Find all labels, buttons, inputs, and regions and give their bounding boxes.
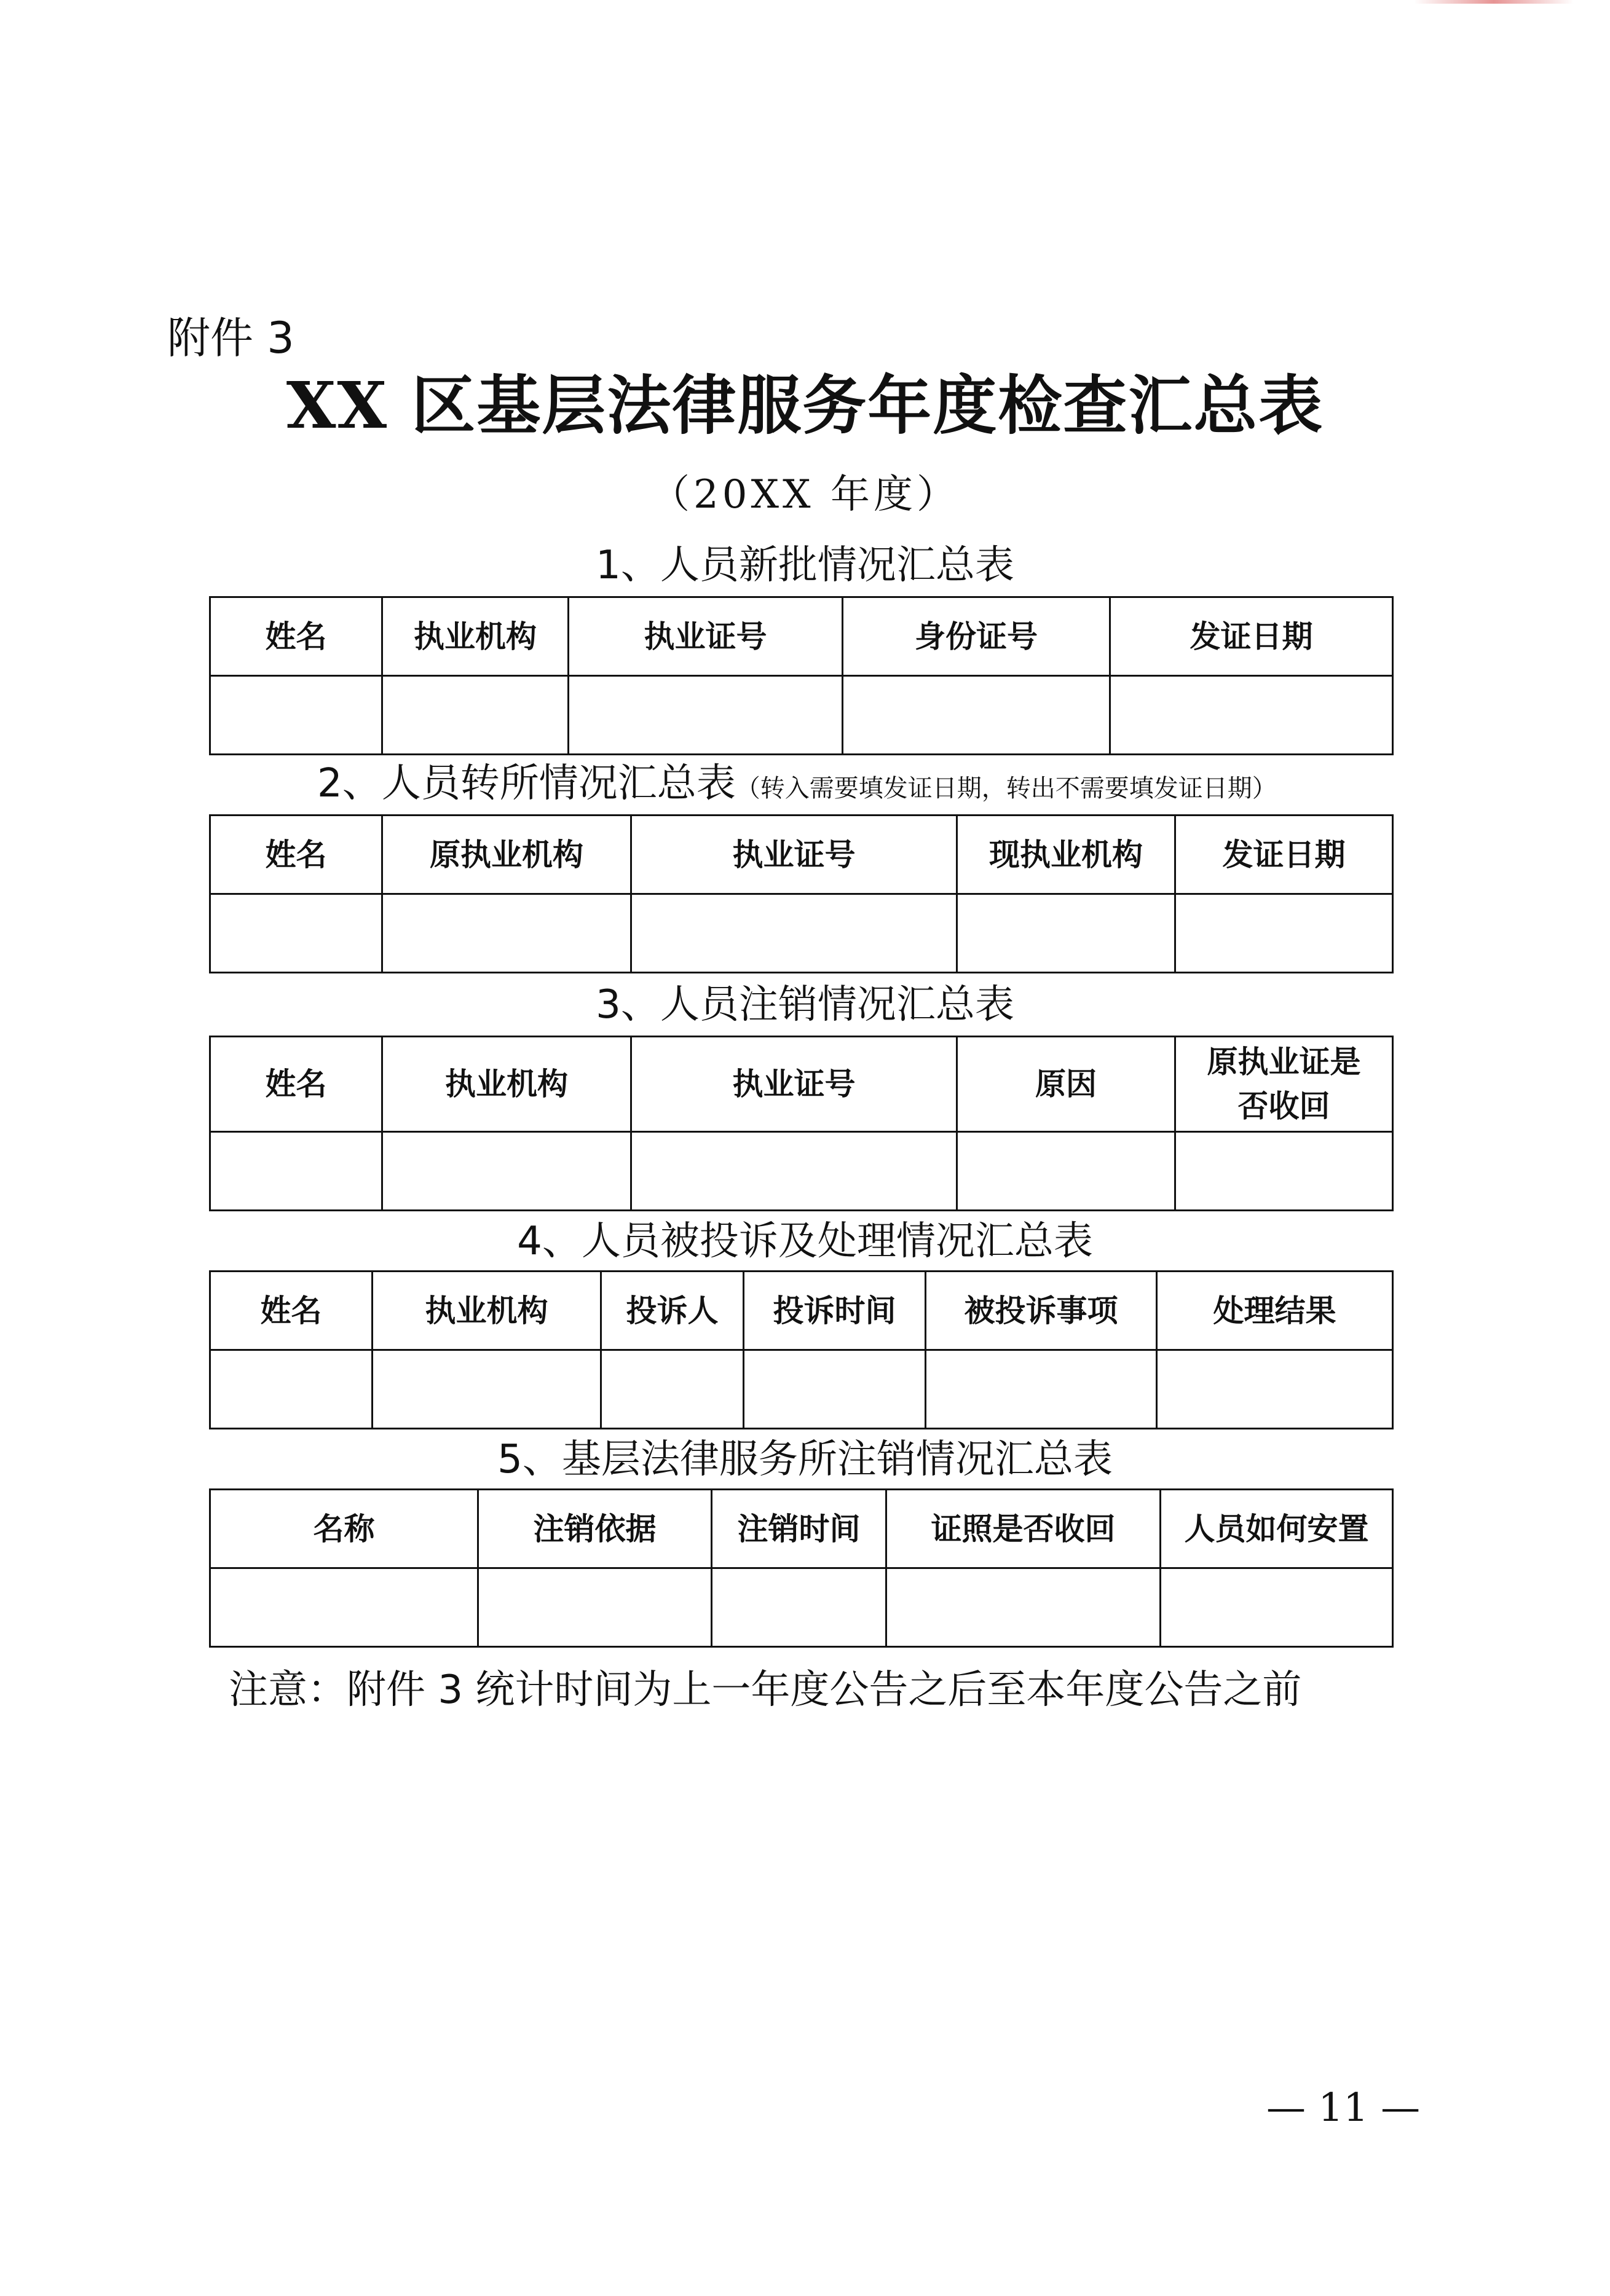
header-cell: 原因 xyxy=(957,1037,1175,1132)
table-cell[interactable] xyxy=(382,676,569,755)
table-cell[interactable] xyxy=(1161,1568,1393,1647)
section-1-heading: 1、人员新批情况汇总表 xyxy=(596,543,1014,588)
table-row xyxy=(210,894,1393,973)
table-cell[interactable] xyxy=(957,894,1175,973)
header-cell: 注销依据 xyxy=(478,1490,712,1568)
table-header-row xyxy=(210,597,1393,676)
table-header-row xyxy=(210,1490,1393,1568)
section-2-heading xyxy=(317,756,1277,816)
header-cell: 投诉时间 xyxy=(744,1272,926,1350)
section-5-heading: 5、基层法律服务所注销情况汇总表 xyxy=(497,1437,1113,1482)
header-line: 原执业证是 xyxy=(1207,1044,1361,1080)
table-cell[interactable] xyxy=(382,1132,631,1211)
header-cell: 姓名 xyxy=(210,597,382,676)
header-cell: 身份证号 xyxy=(843,597,1110,676)
footnote: 注意：附件 3 统计时间为上一年度公告之后至本年度公告之前 xyxy=(229,1667,1302,1713)
table-cell[interactable] xyxy=(210,1568,478,1647)
header-cell: 处理结果 xyxy=(1157,1272,1393,1350)
table-row xyxy=(210,1350,1393,1429)
header-cell: 执业机构 xyxy=(382,1037,631,1132)
year-label: （20XX 年度） xyxy=(650,472,960,517)
table-cell[interactable] xyxy=(843,676,1110,755)
table-complaints xyxy=(209,1270,1394,1429)
section-3-heading: 3、人员注销情况汇总表 xyxy=(596,982,1014,1028)
header-cell: 人员如何安置 xyxy=(1161,1490,1393,1568)
table-cell[interactable] xyxy=(744,1350,926,1429)
table-cell[interactable] xyxy=(957,1132,1175,1211)
table-cell[interactable] xyxy=(569,676,843,755)
table-cell[interactable] xyxy=(478,1568,712,1647)
header-cell: 姓名 xyxy=(210,816,382,894)
table-cell[interactable] xyxy=(712,1568,886,1647)
table-cell[interactable] xyxy=(1175,894,1393,973)
table-cell[interactable] xyxy=(601,1350,744,1429)
top-edge-mark xyxy=(1414,0,1574,4)
table-cell[interactable] xyxy=(210,1350,373,1429)
table-office-cancellations xyxy=(209,1488,1394,1648)
page-title: XX 区基层法律服务年度检查汇总表 xyxy=(286,368,1324,443)
header-cell: 执业证号 xyxy=(631,1037,957,1132)
table-cell[interactable] xyxy=(210,1132,382,1211)
header-cell: 姓名 xyxy=(210,1272,373,1350)
table-cell[interactable] xyxy=(1157,1350,1393,1429)
header-cell: 执业机构 xyxy=(382,597,569,676)
table-cell[interactable] xyxy=(373,1350,601,1429)
header-cell: 姓名 xyxy=(210,1037,382,1132)
header-cell: 原执业机构 xyxy=(382,816,631,894)
header-cell: 执业证号 xyxy=(569,597,843,676)
attachment-label: 附件 3 xyxy=(167,313,294,363)
table-transfers xyxy=(209,814,1394,973)
table-header-row xyxy=(210,1272,1393,1350)
table-cancellations xyxy=(209,1036,1394,1211)
table-cell[interactable] xyxy=(926,1350,1157,1429)
table-row xyxy=(210,1568,1393,1647)
table-cell[interactable] xyxy=(631,1132,957,1211)
table-cell[interactable] xyxy=(631,894,957,973)
table-cell[interactable] xyxy=(382,894,631,973)
table-cell[interactable] xyxy=(210,894,382,973)
page-number: — 11 — xyxy=(1266,2085,1421,2131)
table-cell[interactable] xyxy=(210,676,382,755)
table-cell[interactable] xyxy=(886,1568,1161,1647)
table-cell[interactable] xyxy=(1175,1132,1393,1211)
header-cell: 执业机构 xyxy=(373,1272,601,1350)
header-line: 否收回 xyxy=(1237,1088,1330,1124)
header-cell: 证照是否收回 xyxy=(886,1490,1161,1568)
table-row xyxy=(210,676,1393,755)
header-cell: 执业证号 xyxy=(631,816,957,894)
section-2-title: 2、人员转所情况汇总表 xyxy=(317,761,736,806)
header-cell: 发证日期 xyxy=(1110,597,1393,676)
table-header-row xyxy=(210,816,1393,894)
header-cell: 注销时间 xyxy=(712,1490,886,1568)
header-cell: 投诉人 xyxy=(601,1272,744,1350)
table-row xyxy=(210,1132,1393,1211)
section-4-heading: 4、人员被投诉及处理情况汇总表 xyxy=(517,1219,1093,1264)
table-cell[interactable] xyxy=(1110,676,1393,755)
header-cell xyxy=(1175,1037,1393,1132)
header-cell: 现执业机构 xyxy=(957,816,1175,894)
header-cell: 名称 xyxy=(210,1490,478,1568)
table-header-row xyxy=(210,1037,1393,1132)
section-2-note: （转入需要填发证日期，转出不需要填发证日期） xyxy=(735,774,1277,803)
header-cell: 发证日期 xyxy=(1175,816,1393,894)
table-new-approvals xyxy=(209,596,1394,755)
header-cell: 被投诉事项 xyxy=(926,1272,1157,1350)
